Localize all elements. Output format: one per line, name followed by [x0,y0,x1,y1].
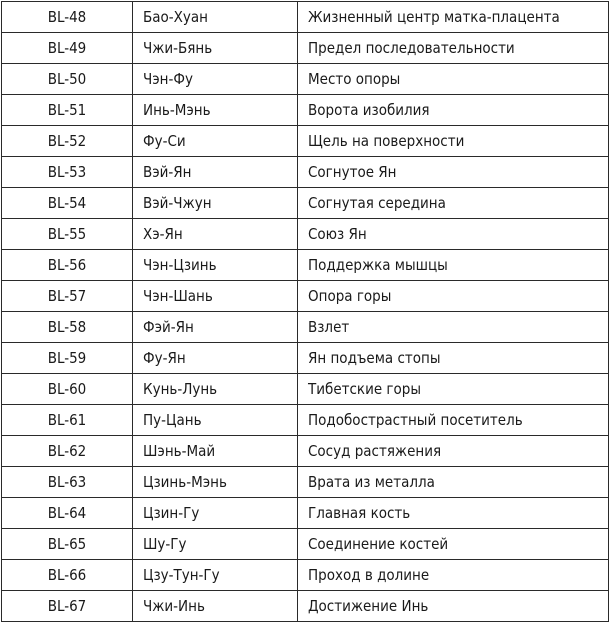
table-row [2,33,609,64]
table-row [2,312,609,343]
table-row [2,126,609,157]
point-meaning-cell: Тибетские горы [298,374,609,405]
point-meaning-cell: Соединение костей [298,529,609,560]
point-meaning-cell: Проход в долине [298,560,609,591]
point-code-cell: BL-49 [2,33,133,64]
point-meaning-cell: Согнутое Ян [298,157,609,188]
acupoint-table [1,1,609,622]
point-name-cell: Чэн-Шань [133,281,298,312]
point-code-cell: BL-53 [2,157,133,188]
point-meaning-cell: Щель на поверхности [298,126,609,157]
point-name-cell: Инь-Мэнь [133,95,298,126]
point-code-cell: BL-64 [2,498,133,529]
point-code-cell: BL-65 [2,529,133,560]
table-row [2,157,609,188]
table-row [2,436,609,467]
point-code-cell: BL-59 [2,343,133,374]
table-row [2,64,609,95]
table-row [2,498,609,529]
point-meaning-cell: Поддержка мышцы [298,250,609,281]
point-code-cell: BL-54 [2,188,133,219]
table-row [2,374,609,405]
point-meaning-cell: Взлет [298,312,609,343]
point-code-cell: BL-61 [2,405,133,436]
point-code-cell: BL-57 [2,281,133,312]
point-meaning-cell: Достижение Инь [298,591,609,622]
table-row [2,250,609,281]
point-meaning-cell: Опора горы [298,281,609,312]
table-row [2,467,609,498]
point-meaning-cell: Подобострастный посетитель [298,405,609,436]
table-row [2,591,609,622]
point-name-cell: Чжи-Инь [133,591,298,622]
point-meaning-cell: Сосуд растяжения [298,436,609,467]
point-code-cell: BL-55 [2,219,133,250]
point-code-cell: BL-66 [2,560,133,591]
point-code-cell: BL-51 [2,95,133,126]
point-code-cell: BL-58 [2,312,133,343]
point-code-cell: BL-52 [2,126,133,157]
point-meaning-cell: Главная кость [298,498,609,529]
point-name-cell: Хэ-Ян [133,219,298,250]
point-name-cell: Цзинь-Мэнь [133,467,298,498]
point-name-cell: Чжи-Бянь [133,33,298,64]
point-name-cell: Фэй-Ян [133,312,298,343]
point-name-cell: Фу-Ян [133,343,298,374]
table-row [2,219,609,250]
point-name-cell: Чэн-Фу [133,64,298,95]
point-meaning-cell: Ян подъема стопы [298,343,609,374]
point-meaning-cell: Ворота изобилия [298,95,609,126]
table-row [2,281,609,312]
point-name-cell: Шу-Гу [133,529,298,560]
table-row [2,2,609,33]
point-meaning-cell: Врата из металла [298,467,609,498]
table-row [2,529,609,560]
point-code-cell: BL-67 [2,591,133,622]
point-name-cell: Вэй-Ян [133,157,298,188]
point-code-cell: BL-56 [2,250,133,281]
point-name-cell: Пу-Цань [133,405,298,436]
table-row [2,405,609,436]
point-name-cell: Цзин-Гу [133,498,298,529]
point-code-cell: BL-62 [2,436,133,467]
point-name-cell: Вэй-Чжун [133,188,298,219]
point-name-cell: Бао-Хуан [133,2,298,33]
point-meaning-cell: Место опоры [298,64,609,95]
acupoint-table-body [2,2,609,622]
point-meaning-cell: Союз Ян [298,219,609,250]
point-meaning-cell: Предел последовательности [298,33,609,64]
point-name-cell: Чэн-Цзинь [133,250,298,281]
point-name-cell: Цзу-Тун-Гу [133,560,298,591]
table-row [2,560,609,591]
point-meaning-cell: Жизненный центр матка-плацента [298,2,609,33]
table-row [2,188,609,219]
point-name-cell: Шэнь-Май [133,436,298,467]
point-meaning-cell: Согнутая середина [298,188,609,219]
table-row [2,343,609,374]
point-name-cell: Кунь-Лунь [133,374,298,405]
table-row [2,95,609,126]
point-code-cell: BL-63 [2,467,133,498]
point-name-cell: Фу-Си [133,126,298,157]
point-code-cell: BL-60 [2,374,133,405]
point-code-cell: BL-50 [2,64,133,95]
point-code-cell: BL-48 [2,2,133,33]
